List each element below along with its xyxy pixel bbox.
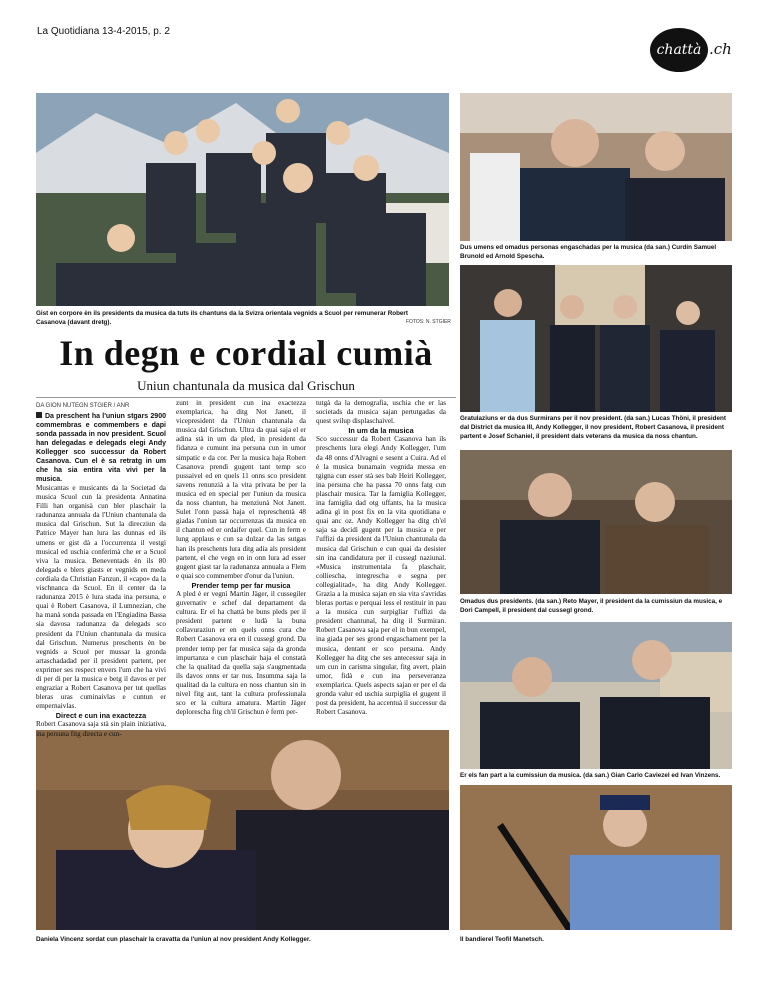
article-lead: [36, 412, 166, 484]
commission-caption: Er els fan part a la cumissiun da musica. (da san.) Gian Carlo Caviezel ed Ivan Vinzens.: [460, 772, 721, 779]
group-photo: [36, 93, 449, 306]
lead-text: Da preschent ha l'uniun stgars 2900 commembras e commembers e dapi sonda passada in nov president. Scuol han delegadas e delegads elegi Andy Kollegger sco successur da Robert Casanova. Cun el è sa retratg in um che ha sia entira vita vivi per la musica.: [36, 413, 166, 483]
article-byline: DA GION NUTEGN STGIER / ANR: [36, 403, 130, 409]
col1-body: Musicantas e musicants da la Societad da musica Scuol cun la presidenta Annatina Filli han organisà cun bler plaschair la radunanza annuala da l'Uniun chantunala da musica dal Grischun. Sut la direcziun da Patrice Mayer han lura las dunnas ed ils umens er gist dà a l'occurrenza il vestgì musical ed uschia conferimà che er a Scuol viva la musica. Beneventads èn ils 80 delegads e blers giasts er vegnids en meda cordiala da Christian Fanzun, il «capo» da la vischnanca da Scuol. En il center da la radunanza 2015 è lura stada ina persuna, e quai è Robert Casanova, il Lumnezian, che ha manà sonda passada en l'Engiadina Bassa sia davosa radunanza da delegads sco president da l'Uniun chantunala da musica dal Grischun. Numerus preschents èn be vegnids a Scuol per mussar la gronda artaschadadad per il president partent, per exprimer ses respect envers l'um che ha vivì di per di per la musica e betg il davos er per engraziar a Robert Casanova per tut quellas bleras uras cuminaivlas e cuntun er empernaivlas.: [36, 484, 166, 711]
site-logo-suffix: .ch: [709, 40, 732, 58]
col3-text-a: tutgà da la demografia, uschia che er las societads da musica sajan pertutgadas da quest svilup displaschaivel.: [316, 399, 446, 426]
article-subtitle: Uniun chantunala da musica dal Grischun: [137, 378, 355, 393]
article-title: In degn e cordial cumià: [59, 333, 433, 373]
title-divider: [36, 397, 456, 398]
tie-ceremony-caption: Daniela Vincenz sordat cun plaschair la cravatta da l'uniun al nov president Andy Kollegger.: [36, 936, 311, 943]
group-photo-caption: Gist en corpore èn ils presidents da musica da tuts ils chantuns da la Svizra orientala vegnids a Scuol per remunerar Robert Casanova (davant dretg).: [36, 310, 408, 326]
article-column-1: [36, 412, 166, 739]
commission-photo: [460, 622, 732, 769]
col2-text-b: A pled è er vegnì Martin Jäger, il cussegiler guvernativ e schef dal departament da cultura. Er el ha chattà be buns pleds per il president partent e ludà la buna collavuraziun er en quels onns cura che Robert Casanova era en il cussegl grond. Da prender temp per far musica saja da gronda impurtanza e cun plaschair haja el constatà che la qualitad da quella saja s'augmentada ils davos onns er tar nus. Insumma saja la qualitad da la cultura en noss chantun sin in nivel fitg aut, tant la cultura professiunala sco er la cultura amatura. Martin Jäger deploreschа fitg ch'il Grischun è ferm per-: [176, 589, 306, 717]
two-presidents-caption: Omadus dus presidents. (da san.) Reto Mayer, il president da la cumissiun da musica, e Dori Campell, il president dal cussegl grond.: [460, 598, 723, 614]
standard-bearer-photo: [460, 785, 732, 930]
standard-bearer-caption: Il bandierel Teofil Manetsch.: [460, 936, 544, 943]
col3-text-b: Sco successur da Robert Casanova han ils preschents lura elegì Andy Kollegger, l'um da 48 onns d'Alvagni e sesent a Cuira. Ad el è la musica bunamain vegnida messa en tgigna cun esser stà ses bab Heiri Kollegger, ina persuna che ha passa 70 onns fatg cun plaschair musica. Tar la famiglia Kollegger, ina famiglia dad otg uffants, ha la musica adina gì in post fix en la vita quotidiana e quai anc oz. Andy Kollegger ha ditg ch'el saja sa decidì gugent per la musica e per l'uffizi da president da l'Uniun chantunala da musica dal Grischun e cun quai da desister sin ina candidatura per il cussegl naziunal. «Musica instrumentala fa plaschair, colliescha, integrescha e segna per collegialitad», ha ditg Andy Kollegger. Grazia a la musica sajan en sia vita s'avridas bleras portas e perquai less el restituir in pau a la musica cun surpigliar l'uffizi da president chantunal, ha ditg il Surmiran. Robert Casanova saja per el in bun exempel, ina giada per ses grond engaschament per la musica, dentant er sco persuna. Andy Kollegger ha ditg che ses antecessur saja in um cun in carisma singular, fitg avert, plain umor, fidà e cun ina perseveranza exemplarica. Quels aspects sajan er per el da gronda valur ed uschia surpiglia el gugent il post da president, ha accentuà il successur da Robert Casanova.: [316, 435, 446, 717]
article-column-2: [176, 399, 306, 717]
top-right-photo: [460, 93, 732, 241]
col3-subheading: In um da la musica: [348, 426, 414, 436]
presidents-caption: Gratulaziuns er da dus Surmirans per il nov president. (da san.) Lucas Thöni, il president dal District da musica III, Andy Kollegger, il nov president, Robert Casanova, il president partent e Josef Schaniel, il president dals veterans da musica da noss chantun.: [460, 415, 726, 440]
col2-text-a: zunt in president cun ina exactezza exemplarica, ha ditg Not Janett, il vicepresident da l'Uniun chantunala da musica dal Grischun. Ultra da quai saja el er adina stà in um da pled, in president da fidanza e cumunt ina persuna cun in umor simpatic e da cor. Per la musica haja Robert Casanova prendì gugent tant temp sco pussaivel ed en quels 11 onns sco president savens renunzià a la vita privata be per la musica ed en special per l'uniun da musica da noss chantun, ha menziunà Not Janett. Sulet l'onn passà haja el represchentà 48 giadas l'uniun tar occurrenzas da musica en il chantun ed er ordaifer quel. Cun in ferm e lung applaus e cun sa dulzar da las sutgas han ils preschents lura ditg adia als president partent, el che vegn en in onn lura ad esser gugent giast tar la radunanza annuala a Flem e quai sco commember d'onur da l'uniun.: [176, 399, 306, 580]
photo-credit: FOTOS: N. STGIER: [406, 319, 451, 325]
top-right-caption: Dus umens ed omadus personas engaschadas per la musica (da san.) Curdin Samuel Brunold ed Arnold Spescha.: [460, 244, 717, 260]
col1-tail: Robert Casanova saja stà sin plain iniziativa, ina persuna fitg directa e cun-: [36, 720, 166, 738]
page-source-header: La Quotidiana 13-4-2015, p. 2: [37, 26, 170, 37]
site-logo[interactable]: chattà: [650, 28, 708, 72]
lead-square-icon: [36, 412, 42, 418]
presidents-photo: [460, 265, 732, 412]
tie-ceremony-photo: [36, 730, 449, 930]
col2-subheading: Prender temp per far musica: [191, 580, 291, 590]
two-presidents-photo: [460, 450, 732, 594]
col1-subheading: Direct e cun ina exactezza: [55, 711, 147, 721]
article-column-3: [316, 399, 446, 717]
